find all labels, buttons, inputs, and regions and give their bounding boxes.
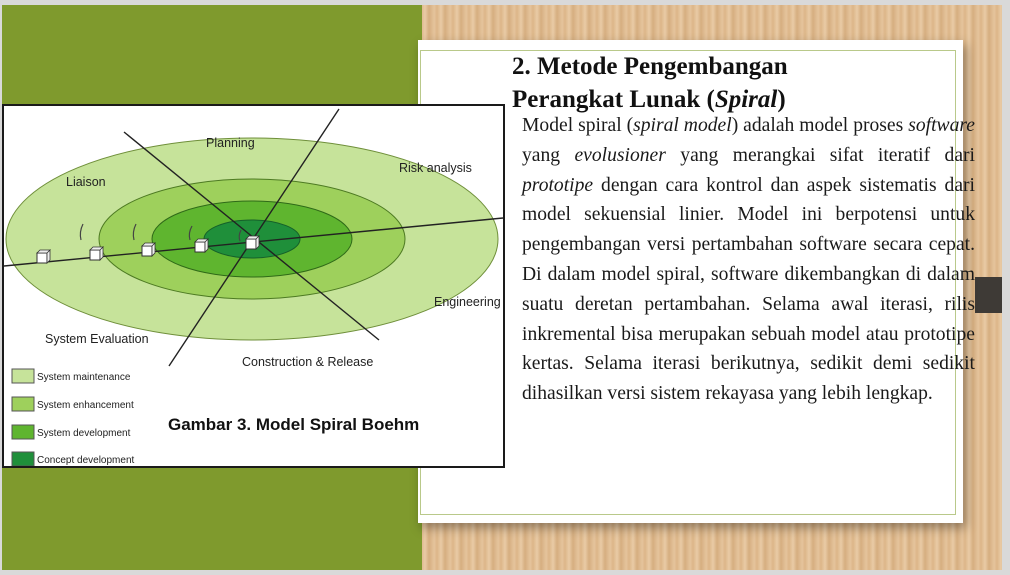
body-paragraph (522, 111, 975, 409)
cube-marker (90, 247, 103, 260)
title-line-2-suffix: ) (777, 86, 786, 113)
text-run-italic: prototipe (522, 174, 594, 196)
title-line-1: 2. Metode Pengembangan (512, 53, 788, 80)
cube-marker (142, 243, 155, 256)
text-run: Model spiral ( (522, 115, 634, 136)
legend-swatch-development (12, 425, 34, 439)
label-engineering: Engineering (434, 295, 501, 309)
legend-swatch-enhancement (12, 397, 34, 411)
text-run: yang merangkai sifat iteratif dari (665, 144, 975, 166)
text-run: dengan cara kontrol dan aspek sistematis dari model sekuensial linier. Model ini berpotensi untuk pengembangan versi pertambahan software secara cepat. Di dalam model spiral, software dikembangkan di dalam suatu deretan pertambahan. Selama awal iterasi, rilis inkremental bisa merupakan sebuah model atau prototipe kertas. Selama iterasi berikutnya, sedikit demi sedikit dihasilkan versi sistem rekayasa yang lebih lengkap. (522, 174, 975, 405)
legend-label: Concept development (37, 455, 135, 466)
spiral-diagram (4, 106, 503, 466)
text-run-italic: spiral model (633, 115, 732, 136)
legend-swatch-maintenance (12, 369, 34, 383)
text-run: ) adalah model proses (731, 115, 909, 136)
legend-label: System maintenance (37, 372, 131, 383)
label-construction-release: Construction & Release (242, 355, 374, 369)
cube-marker (246, 236, 259, 249)
label-risk-analysis: Risk analysis (399, 161, 472, 175)
spiral-model-figure (2, 104, 505, 468)
text-run-italic: evolusioner (574, 144, 666, 166)
label-system-evaluation: System Evaluation (45, 332, 149, 346)
text-run: yang (522, 144, 575, 166)
legend-label: System enhancement (37, 400, 134, 411)
label-liaison: Liaison (66, 175, 106, 189)
figure-caption: Gambar 3. Model Spiral Boehm (168, 415, 420, 434)
title-line-2-italic: Spiral (714, 86, 778, 113)
cube-marker (37, 250, 50, 263)
legend-label: System development (37, 428, 131, 439)
text-run-italic: software (908, 115, 975, 136)
edge-tab (975, 277, 1002, 313)
title-line-2-prefix: Perangkat Lunak ( (512, 86, 715, 113)
slide-title (512, 50, 788, 116)
legend-swatch-concept (12, 452, 34, 466)
label-planning: Planning (206, 136, 255, 150)
cube-marker (195, 239, 208, 252)
